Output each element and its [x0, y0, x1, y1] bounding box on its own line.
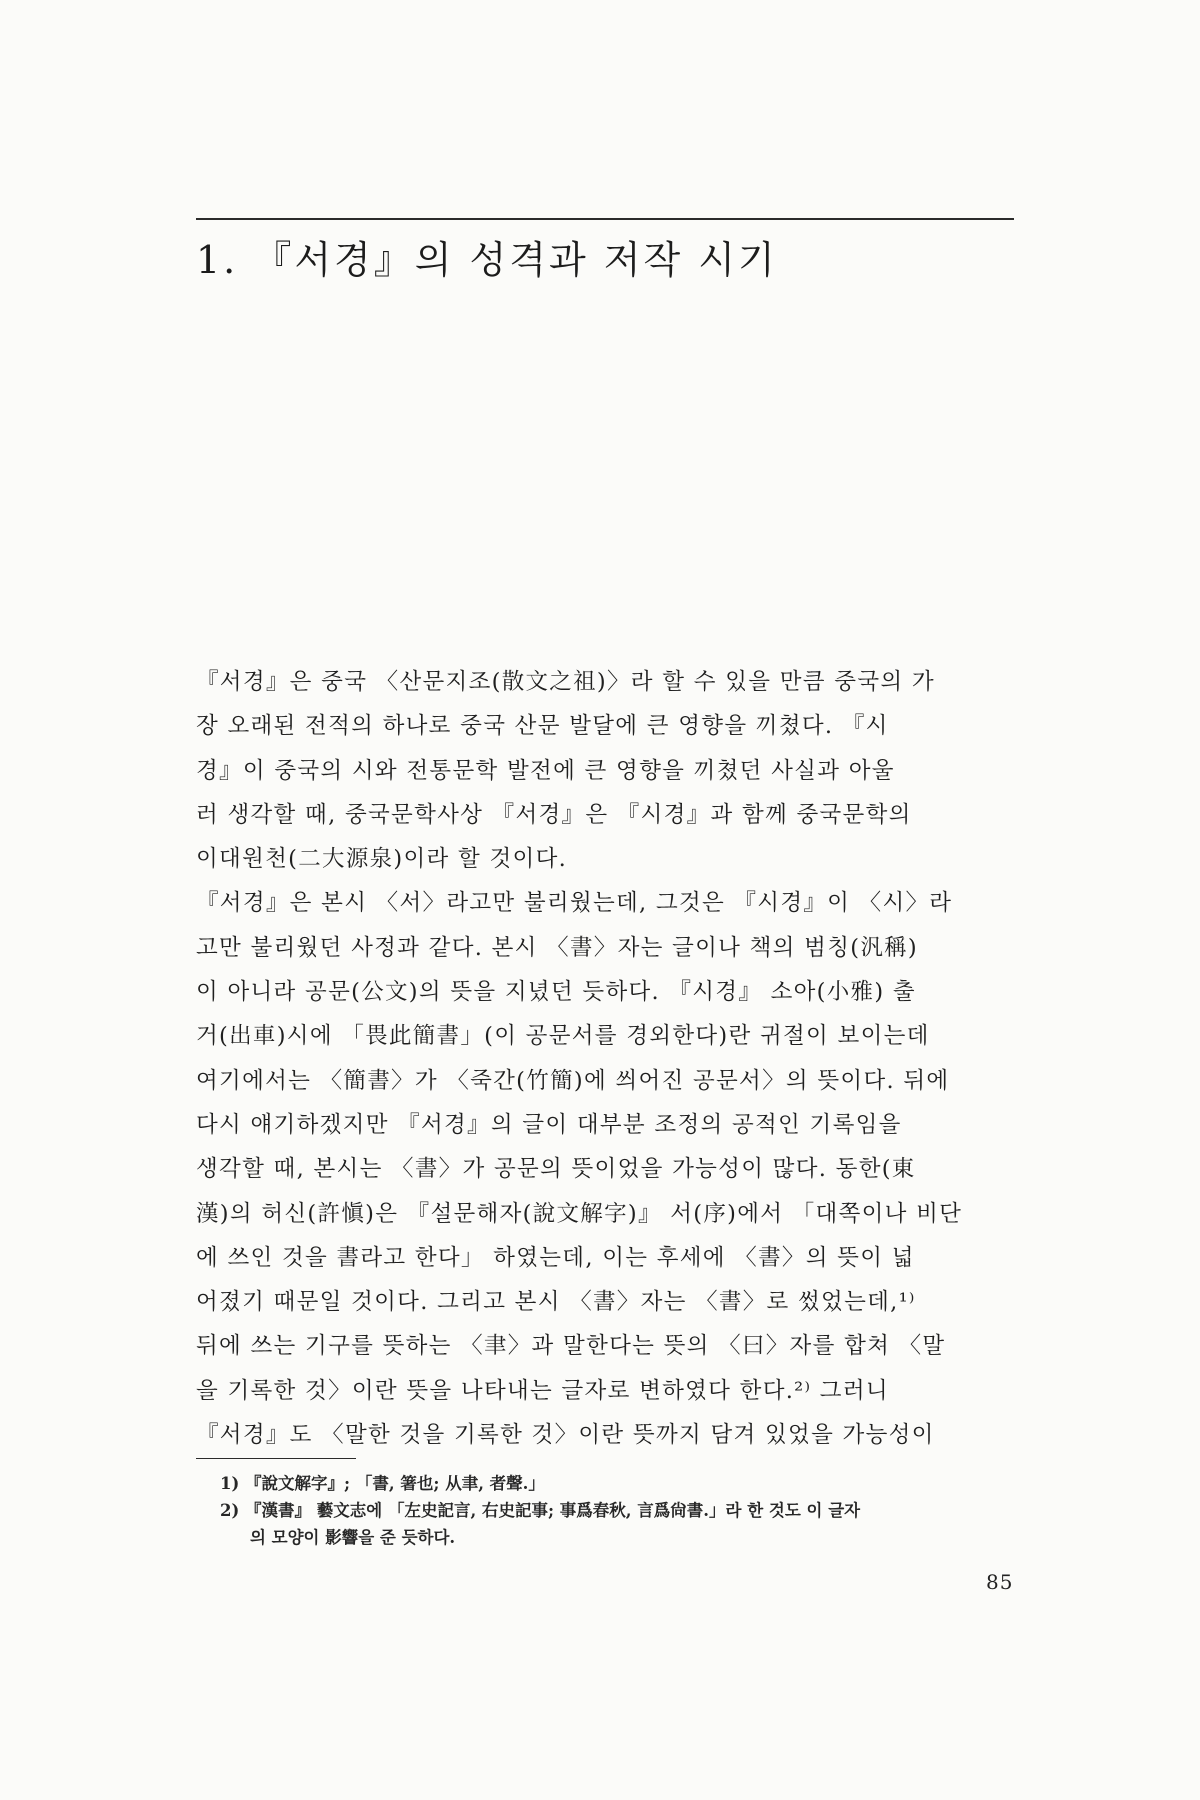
- body-line: 『서경』은 본시 〈서〉라고만 불리웠는데, 그것은 『시경』이 〈시〉라: [196, 890, 953, 917]
- body-line: 『서경』은 중국 〈산문지조(散文之祖)〉라 할 수 있을 만큼 중국의 가: [196, 669, 935, 695]
- body-line: 뒤에 쓰는 기구를 뜻하는 〈聿〉과 말한다는 뜻의 〈曰〉자를 합쳐 〈말: [196, 1333, 946, 1360]
- body-line: 『서경』도 〈말한 것을 기록한 것〉이란 뜻까지 담겨 있었을 가능성이: [196, 1422, 935, 1449]
- body-line: 경』이 중국의 시와 전통문학 발전에 큰 영향을 끼쳤던 사실과 아울: [196, 757, 895, 784]
- body-line: 장 오래된 전적의 하나로 중국 산문 발달에 큰 영향을 끼쳤다. 『시: [196, 713, 889, 740]
- body-line: 고만 불리웠던 사정과 같다. 본시 〈書〉자는 글이나 책의 범칭(汎稱): [196, 934, 918, 961]
- footnote-1: 1) 『說文解字』; 「書, 箸也; 从聿, 者聲.」: [220, 1474, 545, 1493]
- body-text: [196, 660, 1018, 1457]
- footnote-2-continued: 의 모양이 影響을 준 듯하다.: [250, 1528, 456, 1547]
- body-line: 어졌기 때문일 것이다. 그리고 본시 〈書〉자는 〈書〉로 썼었는데,¹⁾: [196, 1289, 916, 1316]
- page-number: 85: [986, 1570, 1014, 1594]
- chapter-heading: 1. 『서경』의 성격과 저작 시기: [196, 238, 778, 282]
- footnotes: [220, 1470, 1020, 1551]
- body-line: 다시 얘기하겠지만 『서경』의 글이 대부분 조정의 공적인 기록임을: [196, 1111, 902, 1138]
- body-line: 漢)의 허신(許愼)은 『설문해자(說文解字)』 서(序)에서 「대쪽이나 비단: [196, 1200, 963, 1227]
- body-line: 여기에서는 〈簡書〉가 〈죽간(竹簡)에 씌어진 공문서〉의 뜻이다. 뒤에: [196, 1067, 950, 1094]
- body-line: 이대원천(二大源泉)이라 할 것이다.: [196, 846, 568, 873]
- body-line: 이 아니라 공문(公文)의 뜻을 지녔던 듯하다. 『시경』 소아(小雅) 출: [196, 979, 916, 1006]
- footnote-2: 2) 『漢書』 藝文志에 「左史記言, 右史記事; 事爲春秋, 言爲尙書.」라 한 것도 이 글자: [220, 1501, 861, 1520]
- body-line: 러 생각할 때, 중국문학사상 『서경』은 『시경』과 함께 중국문학의: [196, 801, 912, 828]
- body-line: 에 쓰인 것을 書라고 한다」 하였는데, 이는 후세에 〈書〉의 뜻이 넓: [196, 1244, 915, 1271]
- body-line: 생각할 때, 본시는 〈書〉가 공문의 뜻이었을 가능성이 많다. 동한(東: [196, 1156, 916, 1183]
- body-line: 을 기록한 것〉이란 뜻을 나타내는 글자로 변하였다 한다.²⁾ 그러니: [196, 1377, 889, 1404]
- heading-top-rule: [196, 218, 1014, 220]
- body-line: 거(出車)시에 「畏此簡書」(이 공문서를 경외한다)란 귀절이 보이는데: [196, 1023, 930, 1050]
- footnote-separator-rule: [196, 1458, 356, 1459]
